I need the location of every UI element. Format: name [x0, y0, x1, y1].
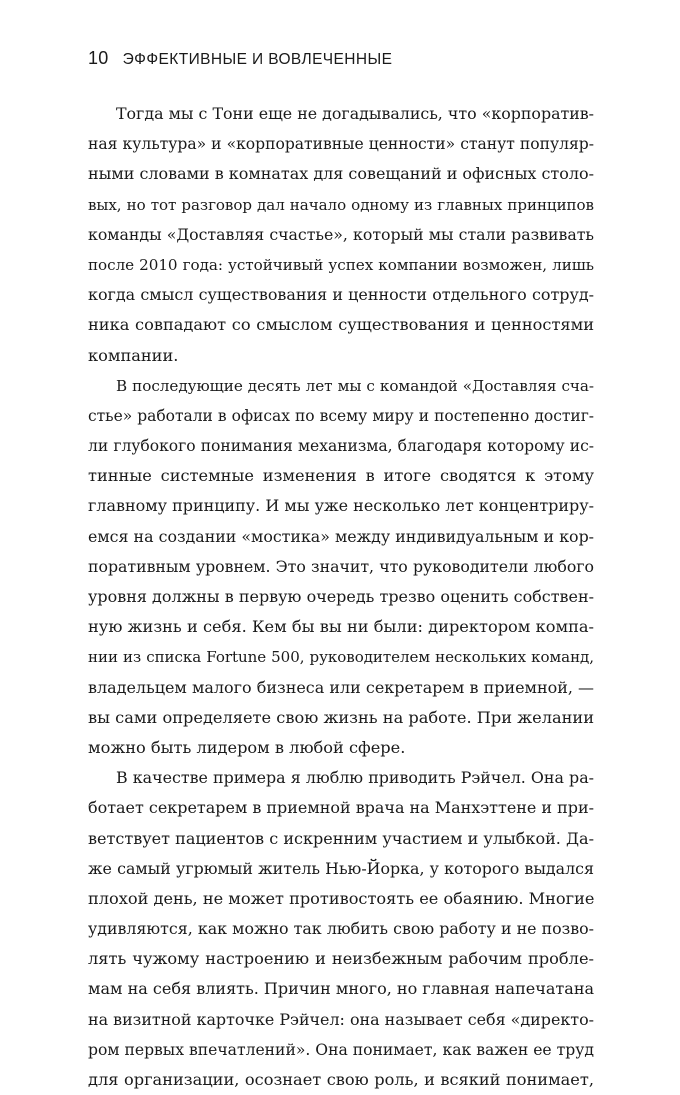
- text-line: когда смысл существования и ценности отдельного сотруд-: [88, 285, 594, 305]
- text-line: для организации, осознает свою роль, и всякий понимает,: [88, 1070, 594, 1089]
- text-line: мам на себя влиять. Причин много, но главная напечатана: [88, 979, 595, 999]
- text-line: компании.: [88, 345, 179, 365]
- text-line: плохой день, не может противостоять ее обаянию. Многие: [88, 888, 595, 908]
- text-line: же самый угрюмый житель Нью-Йорка, у которого выдался: [88, 858, 594, 878]
- text-line: ную жизнь и себя. Кем бы вы ни были: директором компа-: [88, 617, 594, 637]
- text-line: удивляются, как можно так любить свою работу и не позво-: [88, 919, 594, 939]
- text-line: ными словами в комнатах для совещаний и офисных столо-: [88, 164, 594, 184]
- text-line: главному принципу. И мы уже несколько лет концентриру-: [88, 496, 594, 516]
- running-header: [88, 48, 392, 69]
- paragraph: [88, 99, 594, 371]
- text-line: стье» работали в офисах по всему миру и постепенно достиг-: [88, 406, 594, 425]
- text-line: на визитной карточке Рэйчел: она называет себя «директо-: [88, 1009, 594, 1029]
- text-line: Тогда мы с Тони еще не догадывались, что «корпоратив-: [116, 104, 594, 123]
- text-line: ветствует пациентов с искренним участием и улыбкой. Да-: [88, 828, 594, 848]
- text-line: команды «Доставляя счастье», который мы стали развивать: [88, 224, 594, 244]
- text-line: владельцем малого бизнеса или секретарем в приемной, —: [88, 677, 594, 697]
- text-line: емся на создании «мостика» между индивидуальным и кор-: [88, 526, 594, 546]
- paragraph: [88, 763, 594, 1095]
- body-text: [88, 99, 594, 1095]
- text-line: нии из списка Fortune 500, руководителем нескольких команд,: [88, 648, 594, 667]
- book-title: ЭФФЕКТИВНЫЕ И ВОВЛЕЧЕННЫЕ: [122, 51, 393, 68]
- text-line: лять чужому настроению и неизбежным рабочим пробле-: [88, 949, 594, 969]
- text-line: ника совпадают со смыслом существования и ценностями: [88, 315, 594, 335]
- text-line: ная культура» и «корпоративные ценности» станут популяр-: [88, 135, 594, 154]
- text-line: после 2010 года: устойчивый успех компании возможен, лишь: [88, 255, 594, 274]
- text-line: В качестве примера я люблю приводить Рэйчел. Она ра-: [116, 768, 594, 788]
- text-line: ботает секретарем в приемной врача на Манхэттене и при-: [88, 798, 594, 818]
- text-line: уровня должны в первую очередь трезво оценить собствен-: [88, 587, 594, 606]
- text-line: можно быть лидером в любой сфере.: [88, 737, 406, 757]
- text-line: вы сами определяете свою жизнь на работе. При желании: [88, 707, 594, 727]
- text-line: ли глубокого понимания механизма, благодаря которому ис-: [88, 437, 594, 456]
- text-line: вых, но тот разговор дал начало одному из главных принципов: [88, 195, 594, 214]
- text-line: тинные системные изменения в итоге сводятся к этому: [88, 466, 594, 486]
- page-number: 10: [88, 48, 109, 68]
- text-line: В последующие десять лет мы с командой «Доставляя сча-: [116, 376, 594, 395]
- text-line: поративным уровнем. Это значит, что руководители любого: [88, 556, 594, 576]
- paragraph: [88, 371, 594, 763]
- text-line: ром первых впечатлений». Она понимает, как важен ее труд: [88, 1040, 594, 1059]
